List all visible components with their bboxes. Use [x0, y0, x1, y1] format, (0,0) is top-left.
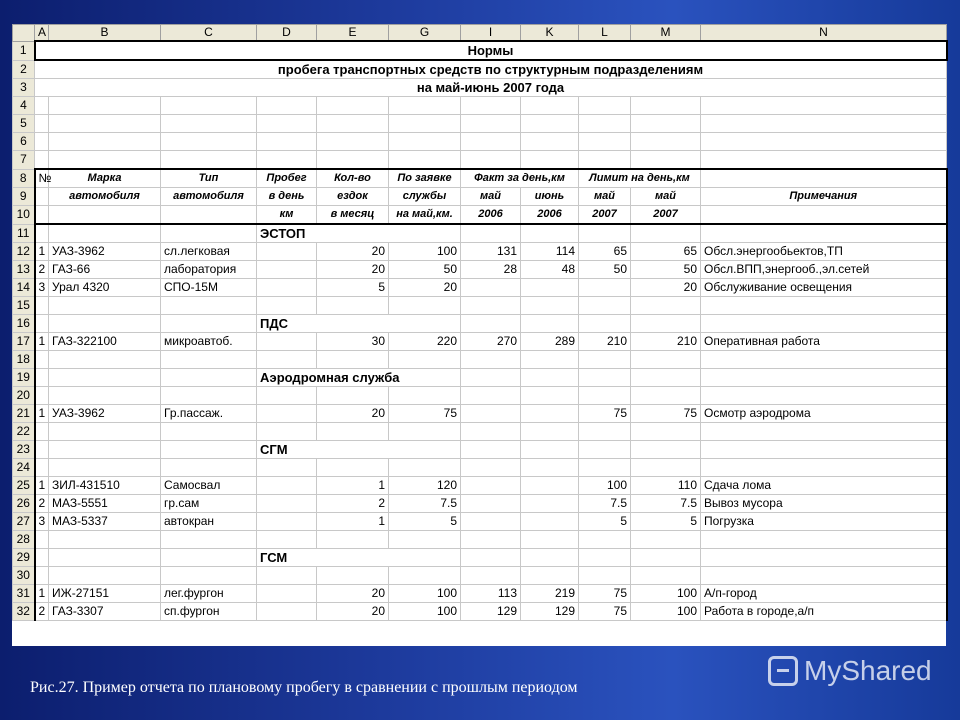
- row-number[interactable]: 26: [13, 495, 35, 513]
- cell-fakt-may[interactable]: [461, 495, 521, 513]
- table-row: [13, 405, 947, 423]
- row-number[interactable]: 7: [13, 151, 35, 170]
- cell-fakt-jun[interactable]: [521, 405, 579, 423]
- cell-fakt-may[interactable]: [461, 405, 521, 423]
- cell-fakt-jun[interactable]: [521, 513, 579, 531]
- header-marka[interactable]: Марка: [49, 169, 161, 188]
- row-number[interactable]: 21: [13, 405, 35, 423]
- cell-fakt-may[interactable]: [461, 477, 521, 495]
- cell-probeg[interactable]: [257, 405, 317, 423]
- header-kol-3[interactable]: в месяц: [317, 206, 389, 225]
- column-header[interactable]: K: [521, 25, 579, 42]
- cell-marka[interactable]: УАЗ-3962: [49, 243, 161, 261]
- cell-probeg[interactable]: [257, 495, 317, 513]
- column-header[interactable]: A: [35, 25, 49, 42]
- cell-no[interactable]: 1: [35, 243, 49, 261]
- cell-probeg[interactable]: [257, 585, 317, 603]
- cell-fakt-may[interactable]: [461, 279, 521, 297]
- section-title[interactable]: Аэродромная служба: [257, 369, 461, 387]
- cell-tip[interactable]: автокран: [161, 513, 257, 531]
- cell-note[interactable]: Работа в городе,а/п: [701, 603, 947, 621]
- cell-kol[interactable]: 2: [317, 495, 389, 513]
- cell-fakt-jun[interactable]: 219: [521, 585, 579, 603]
- cell-no[interactable]: 2: [35, 603, 49, 621]
- row-number[interactable]: 23: [13, 441, 35, 459]
- row-number[interactable]: 14: [13, 279, 35, 297]
- cell-limit-jun[interactable]: 5: [631, 513, 701, 531]
- cell-zayavka[interactable]: 50: [389, 261, 461, 279]
- cell-fakt-may[interactable]: [461, 513, 521, 531]
- table-row: [13, 243, 947, 261]
- cell-kol[interactable]: 1: [317, 477, 389, 495]
- cell-limit-may[interactable]: 75: [579, 405, 631, 423]
- table-row: [13, 115, 947, 133]
- table-row: [13, 585, 947, 603]
- table-row: [13, 261, 947, 279]
- cell-limit-may[interactable]: 210: [579, 333, 631, 351]
- cell-fakt-jun[interactable]: 48: [521, 261, 579, 279]
- row-number[interactable]: 32: [13, 603, 35, 621]
- column-header[interactable]: G: [389, 25, 461, 42]
- row-number[interactable]: 18: [13, 351, 35, 369]
- cell-note[interactable]: Осмотр аэродрома: [701, 405, 947, 423]
- cell-zayavka[interactable]: 5: [389, 513, 461, 531]
- cell-limit-may[interactable]: 5: [579, 513, 631, 531]
- cell-fakt-may[interactable]: 28: [461, 261, 521, 279]
- row-number[interactable]: 11: [13, 224, 35, 243]
- cell-fakt-jun[interactable]: [521, 279, 579, 297]
- cell-no[interactable]: 1: [35, 333, 49, 351]
- table-row: [13, 477, 947, 495]
- table-row: [13, 459, 947, 477]
- column-header[interactable]: E: [317, 25, 389, 42]
- table-row: [13, 279, 947, 297]
- cell-no[interactable]: 1: [35, 585, 49, 603]
- cell-no[interactable]: 3: [35, 279, 49, 297]
- cell-zayavka[interactable]: 75: [389, 405, 461, 423]
- spreadsheet-grid: [12, 24, 948, 621]
- cell-note[interactable]: Погрузка: [701, 513, 947, 531]
- cell-limit-may[interactable]: 65: [579, 243, 631, 261]
- cell-no[interactable]: 2: [35, 261, 49, 279]
- cell-zayavka[interactable]: 100: [389, 585, 461, 603]
- header-limit-may-year[interactable]: 2007: [579, 206, 631, 225]
- row-number[interactable]: 13: [13, 261, 35, 279]
- row-number[interactable]: 10: [13, 206, 35, 225]
- spreadsheet: [12, 24, 946, 646]
- column-header[interactable]: C: [161, 25, 257, 42]
- cell-tip[interactable]: сл.легковая: [161, 243, 257, 261]
- table-row: [13, 567, 947, 585]
- row-number[interactable]: 25: [13, 477, 35, 495]
- column-header[interactable]: D: [257, 25, 317, 42]
- cell-kol[interactable]: 20: [317, 261, 389, 279]
- cell-note[interactable]: Обсл.ВПП,энергооб.,эл.сетей: [701, 261, 947, 279]
- table-row: [13, 297, 947, 315]
- cell-marka[interactable]: ГАЗ-3307: [49, 603, 161, 621]
- cell-limit-jun[interactable]: 100: [631, 585, 701, 603]
- cell-limit-jun[interactable]: 75: [631, 405, 701, 423]
- row-number[interactable]: 16: [13, 315, 35, 333]
- column-header[interactable]: I: [461, 25, 521, 42]
- row-number[interactable]: 6: [13, 133, 35, 151]
- cell-note[interactable]: Сдача лома: [701, 477, 947, 495]
- column-header[interactable]: B: [49, 25, 161, 42]
- row-number[interactable]: 28: [13, 531, 35, 549]
- cell-limit-jun[interactable]: 65: [631, 243, 701, 261]
- cell-fakt-may[interactable]: 129: [461, 603, 521, 621]
- cell-limit-may[interactable]: [579, 279, 631, 297]
- table-row: [13, 97, 947, 115]
- cell-tip[interactable]: лаборатория: [161, 261, 257, 279]
- cell-no[interactable]: 3: [35, 513, 49, 531]
- cell-marka[interactable]: ГАЗ-66: [49, 261, 161, 279]
- table-row: [13, 224, 947, 243]
- header-probeg-3[interactable]: км: [257, 206, 317, 225]
- cell-zayavka[interactable]: 100: [389, 603, 461, 621]
- header-zayavka[interactable]: По заявке: [389, 169, 461, 188]
- table-row: [13, 333, 947, 351]
- cell-no[interactable]: 1: [35, 405, 49, 423]
- row-number[interactable]: 24: [13, 459, 35, 477]
- cell-note[interactable]: Обслуживание освещения: [701, 279, 947, 297]
- cell-fakt-may[interactable]: 270: [461, 333, 521, 351]
- cell-limit-jun[interactable]: 20: [631, 279, 701, 297]
- table-header-row: [13, 206, 947, 225]
- cell-note[interactable]: Оперативная работа: [701, 333, 947, 351]
- table-row: [13, 603, 947, 621]
- cell-fakt-may[interactable]: 131: [461, 243, 521, 261]
- cell-tip[interactable]: сп.фургон: [161, 603, 257, 621]
- cell-no[interactable]: 2: [35, 495, 49, 513]
- row-number[interactable]: 3: [13, 79, 35, 97]
- table-row: [13, 79, 947, 97]
- column-header-row: [13, 25, 947, 42]
- table-row: [13, 495, 947, 513]
- table-row: [13, 423, 947, 441]
- header-no[interactable]: №: [35, 169, 49, 188]
- row-number[interactable]: 1: [13, 41, 35, 60]
- section-title[interactable]: ПДС: [257, 315, 461, 333]
- cell-limit-jun[interactable]: 210: [631, 333, 701, 351]
- row-number[interactable]: 4: [13, 97, 35, 115]
- header-probeg-2[interactable]: в день: [257, 188, 317, 206]
- title-line-2[interactable]: пробега транспортных средств по структурным подразделениям: [35, 60, 947, 79]
- cell-fakt-jun[interactable]: 129: [521, 603, 579, 621]
- column-header[interactable]: L: [579, 25, 631, 42]
- title-line-1[interactable]: Нормы: [35, 41, 947, 60]
- header-zayavka-3[interactable]: на май,км.: [389, 206, 461, 225]
- cell-marka[interactable]: ЗИЛ-431510: [49, 477, 161, 495]
- header-tip[interactable]: Тип: [161, 169, 257, 188]
- cell-zayavka[interactable]: 7.5: [389, 495, 461, 513]
- cell-probeg[interactable]: [257, 513, 317, 531]
- cell-tip[interactable]: Самосвал: [161, 477, 257, 495]
- cell-probeg[interactable]: [257, 603, 317, 621]
- title-line-3[interactable]: на май-июнь 2007 года: [35, 79, 947, 97]
- row-number[interactable]: 31: [13, 585, 35, 603]
- cell-fakt-jun[interactable]: [521, 495, 579, 513]
- cell-limit-jun[interactable]: 50: [631, 261, 701, 279]
- select-all-corner[interactable]: [13, 25, 35, 42]
- cell-tip[interactable]: лег.фургон: [161, 585, 257, 603]
- header-limit-jun[interactable]: май: [631, 188, 701, 206]
- cell-limit-may[interactable]: 50: [579, 261, 631, 279]
- row-number[interactable]: 8: [13, 169, 35, 188]
- table-row: [13, 133, 947, 151]
- row-number[interactable]: 5: [13, 115, 35, 133]
- row-number[interactable]: 17: [13, 333, 35, 351]
- cell-limit-jun[interactable]: 7.5: [631, 495, 701, 513]
- table-row: [13, 41, 947, 60]
- row-number[interactable]: 29: [13, 549, 35, 567]
- cell-limit-may[interactable]: 75: [579, 603, 631, 621]
- cell-zayavka[interactable]: 20: [389, 279, 461, 297]
- header-blank[interactable]: [701, 169, 947, 188]
- cell-probeg[interactable]: [257, 477, 317, 495]
- cell-tip[interactable]: микроавтоб.: [161, 333, 257, 351]
- section-title[interactable]: ГСМ: [257, 549, 461, 567]
- cell-marka[interactable]: МАЗ-5337: [49, 513, 161, 531]
- cell-kol[interactable]: 30: [317, 333, 389, 351]
- cell-limit-may[interactable]: 100: [579, 477, 631, 495]
- cell-fakt-jun[interactable]: 114: [521, 243, 579, 261]
- column-header[interactable]: N: [701, 25, 947, 42]
- header-marka-2[interactable]: автомобиля: [49, 188, 161, 206]
- table-row: [13, 351, 947, 369]
- cell-tip[interactable]: Гр.пассаж.: [161, 405, 257, 423]
- header-fakt[interactable]: Факт за день,км: [461, 169, 579, 188]
- figure-caption: Рис.27. Пример отчета по плановому пробегу в сравнении с прошлым периодом: [30, 679, 578, 696]
- cell-fakt-jun[interactable]: [521, 477, 579, 495]
- row-number[interactable]: 12: [13, 243, 35, 261]
- cell-probeg[interactable]: [257, 279, 317, 297]
- row-number[interactable]: 15: [13, 297, 35, 315]
- cell-fakt-may[interactable]: 113: [461, 585, 521, 603]
- cell-limit-jun[interactable]: 110: [631, 477, 701, 495]
- cell-limit-may[interactable]: 75: [579, 585, 631, 603]
- row-number[interactable]: 20: [13, 387, 35, 405]
- table-header-row: [13, 169, 947, 188]
- table-row: [13, 531, 947, 549]
- header-kol[interactable]: Кол-во: [317, 169, 389, 188]
- cell-probeg[interactable]: [257, 261, 317, 279]
- table-row: [13, 387, 947, 405]
- cell-kol[interactable]: 20: [317, 585, 389, 603]
- table-row: [13, 315, 947, 333]
- cell-marka[interactable]: УАЗ-3962: [49, 405, 161, 423]
- table-row: [13, 549, 947, 567]
- header-fakt-jun-year[interactable]: 2006: [521, 206, 579, 225]
- table-row: [13, 441, 947, 459]
- cell-marka[interactable]: ИЖ-27151: [49, 585, 161, 603]
- header-limit-jun-year[interactable]: 2007: [631, 206, 701, 225]
- table-row: [13, 513, 947, 531]
- header-tip-2[interactable]: автомобиля: [161, 188, 257, 206]
- cell-marka[interactable]: ГАЗ-322100: [49, 333, 161, 351]
- row-number[interactable]: 30: [13, 567, 35, 585]
- column-header[interactable]: M: [631, 25, 701, 42]
- header-limit[interactable]: Лимит на день,км: [579, 169, 701, 188]
- cell-note[interactable]: Обсл.энергообьектов,ТП: [701, 243, 947, 261]
- cell-probeg[interactable]: [257, 333, 317, 351]
- header-limit-may[interactable]: май: [579, 188, 631, 206]
- cell-kol[interactable]: 20: [317, 603, 389, 621]
- cell-probeg[interactable]: [257, 243, 317, 261]
- table-header-row: [13, 188, 947, 206]
- cell-kol[interactable]: 20: [317, 405, 389, 423]
- cell-note[interactable]: А/п-город: [701, 585, 947, 603]
- cell-kol[interactable]: 5: [317, 279, 389, 297]
- row-number[interactable]: 22: [13, 423, 35, 441]
- section-title[interactable]: СГМ: [257, 441, 461, 459]
- row-number[interactable]: 19: [13, 369, 35, 387]
- cell-marka[interactable]: Урал 4320: [49, 279, 161, 297]
- header-fakt-may[interactable]: май: [461, 188, 521, 206]
- row-number[interactable]: 27: [13, 513, 35, 531]
- header-fakt-jun[interactable]: июнь: [521, 188, 579, 206]
- cell-tip[interactable]: СПО-15М: [161, 279, 257, 297]
- watermark: [768, 655, 932, 687]
- logo-icon: [768, 656, 798, 686]
- cell-no[interactable]: 1: [35, 477, 49, 495]
- cell-zayavka[interactable]: 100: [389, 243, 461, 261]
- cell-marka[interactable]: МАЗ-5551: [49, 495, 161, 513]
- cell-kol[interactable]: 20: [317, 243, 389, 261]
- cell-kol[interactable]: 1: [317, 513, 389, 531]
- cell-limit-may[interactable]: 7.5: [579, 495, 631, 513]
- header-kol-2[interactable]: ездок: [317, 188, 389, 206]
- row-number[interactable]: 2: [13, 60, 35, 79]
- cell-limit-jun[interactable]: 100: [631, 603, 701, 621]
- cell-note[interactable]: Вывоз мусора: [701, 495, 947, 513]
- header-probeg[interactable]: Пробег: [257, 169, 317, 188]
- table-row: [13, 151, 947, 170]
- section-title[interactable]: ЭСТОП: [257, 224, 461, 243]
- cell-zayavka[interactable]: 120: [389, 477, 461, 495]
- header-zayavka-2[interactable]: службы: [389, 188, 461, 206]
- row-number[interactable]: 9: [13, 188, 35, 206]
- header-fakt-may-year[interactable]: 2006: [461, 206, 521, 225]
- cell-tip[interactable]: гр.сам: [161, 495, 257, 513]
- cell-zayavka[interactable]: 220: [389, 333, 461, 351]
- table-row: [13, 369, 947, 387]
- table-row: [13, 60, 947, 79]
- header-notes[interactable]: Примечания: [701, 188, 947, 206]
- watermark-text: MyShared: [804, 655, 932, 686]
- cell-fakt-jun[interactable]: 289: [521, 333, 579, 351]
